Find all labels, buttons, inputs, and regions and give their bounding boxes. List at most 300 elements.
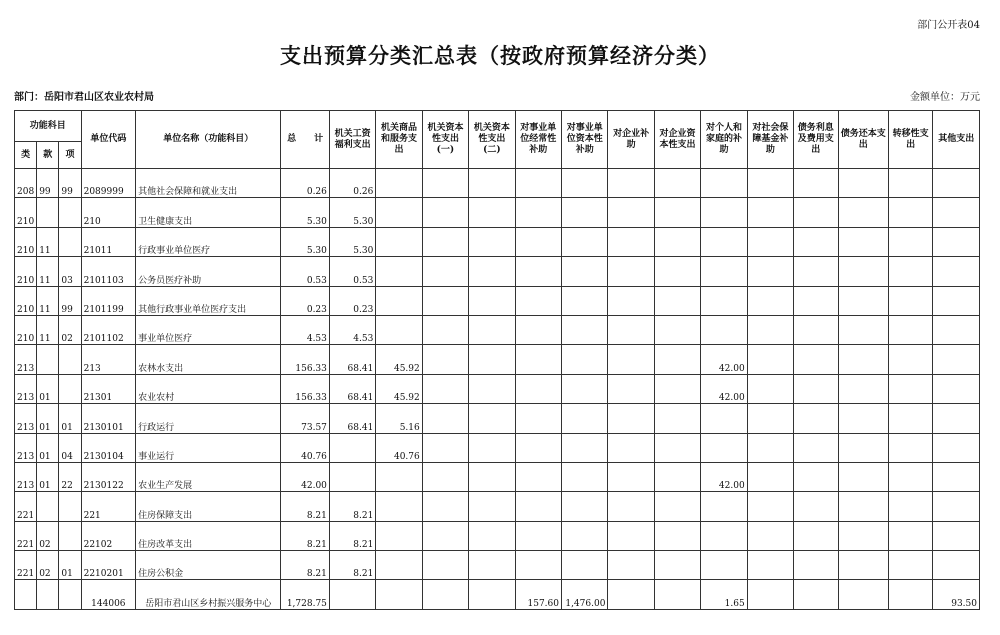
cell-c11 bbox=[794, 374, 838, 403]
cell-total: 40.76 bbox=[281, 433, 329, 462]
cell-total: 8.21 bbox=[281, 521, 329, 550]
cell-c5 bbox=[515, 227, 561, 256]
cell-c13 bbox=[888, 580, 932, 609]
cell-c13 bbox=[888, 286, 932, 315]
page-title: 支出预算分类汇总表（按政府预算经济分类） bbox=[280, 43, 720, 68]
cell-kuan: 11 bbox=[37, 286, 59, 315]
cell-xiang: 03 bbox=[59, 257, 81, 286]
department-label: 部门：岳阳市君山区农业农村局 bbox=[14, 92, 154, 103]
cell-c13 bbox=[888, 551, 932, 580]
cell-c6 bbox=[562, 169, 608, 198]
cell-code: 21301 bbox=[81, 374, 136, 403]
cell-total: 8.21 bbox=[281, 492, 329, 521]
cell-c12 bbox=[838, 315, 888, 344]
cell-lei: 210 bbox=[15, 315, 37, 344]
cell-c9 bbox=[701, 521, 747, 550]
cell-c3 bbox=[422, 374, 468, 403]
cell-c7 bbox=[608, 551, 654, 580]
cell-c11 bbox=[794, 404, 838, 433]
cell-c5 bbox=[515, 286, 561, 315]
cell-c3 bbox=[422, 521, 468, 550]
cell-c6 bbox=[562, 286, 608, 315]
cell-c8 bbox=[654, 492, 700, 521]
cell-lei: 213 bbox=[15, 374, 37, 403]
cell-kuan: 11 bbox=[37, 257, 59, 286]
cell-c5 bbox=[515, 345, 561, 374]
cell-xiang: 22 bbox=[59, 462, 81, 491]
cell-lei: 213 bbox=[15, 404, 37, 433]
cell-c9 bbox=[701, 227, 747, 256]
budget-table bbox=[14, 110, 980, 610]
cell-xiang: 99 bbox=[59, 286, 81, 315]
cell-c13 bbox=[888, 433, 932, 462]
cell-total: 0.23 bbox=[281, 286, 329, 315]
cell-c8 bbox=[654, 315, 700, 344]
cell-c6 bbox=[562, 198, 608, 227]
table-row bbox=[15, 257, 980, 286]
cell-c7 bbox=[608, 257, 654, 286]
cell-c3 bbox=[422, 227, 468, 256]
cell-c11 bbox=[794, 169, 838, 198]
cell-c1: 0.23 bbox=[329, 286, 375, 315]
cell-name: 农业生产发展 bbox=[136, 462, 281, 491]
cell-c14 bbox=[933, 521, 980, 550]
cell-c1 bbox=[329, 433, 375, 462]
table-row bbox=[15, 345, 980, 374]
cell-xiang bbox=[59, 580, 81, 609]
cell-c7 bbox=[608, 580, 654, 609]
table-row bbox=[15, 198, 980, 227]
cell-c10 bbox=[747, 169, 793, 198]
cell-c7 bbox=[608, 198, 654, 227]
cell-total: 0.26 bbox=[281, 169, 329, 198]
cell-kuan: 02 bbox=[37, 521, 59, 550]
cell-c4 bbox=[469, 257, 515, 286]
cell-name: 公务员医疗补助 bbox=[136, 257, 281, 286]
cell-lei: 221 bbox=[15, 492, 37, 521]
cell-xiang bbox=[59, 374, 81, 403]
cell-c5 bbox=[515, 198, 561, 227]
cell-c5 bbox=[515, 257, 561, 286]
cell-code: 144006 bbox=[81, 580, 136, 609]
cell-c8 bbox=[654, 169, 700, 198]
cell-c10 bbox=[747, 492, 793, 521]
cell-c1: 8.21 bbox=[329, 492, 375, 521]
cell-c8 bbox=[654, 198, 700, 227]
cell-c1 bbox=[329, 580, 375, 609]
cell-code: 2130101 bbox=[81, 404, 136, 433]
table-row bbox=[15, 521, 980, 550]
cell-c12 bbox=[838, 580, 888, 609]
cell-c8 bbox=[654, 580, 700, 609]
unit-name-header: 单位名称（功能科目） bbox=[136, 111, 281, 169]
cell-c1: 5.30 bbox=[329, 227, 375, 256]
cell-xiang bbox=[59, 492, 81, 521]
cell-c7 bbox=[608, 374, 654, 403]
cell-c6: 1,476.00 bbox=[562, 580, 608, 609]
cell-total: 1,728.75 bbox=[281, 580, 329, 609]
cell-c11 bbox=[794, 198, 838, 227]
table-row bbox=[15, 315, 980, 344]
cell-code: 2101102 bbox=[81, 315, 136, 344]
cell-c9 bbox=[701, 286, 747, 315]
cell-c7 bbox=[608, 492, 654, 521]
cell-total: 156.33 bbox=[281, 345, 329, 374]
col-header-c9: 对个人和家庭的补助 bbox=[701, 111, 747, 169]
cell-c7 bbox=[608, 345, 654, 374]
cell-c7 bbox=[608, 315, 654, 344]
cell-c4 bbox=[469, 286, 515, 315]
cell-total: 73.57 bbox=[281, 404, 329, 433]
cell-name: 住房保障支出 bbox=[136, 492, 281, 521]
cell-xiang bbox=[59, 227, 81, 256]
cell-c2 bbox=[376, 169, 422, 198]
cell-c4 bbox=[469, 580, 515, 609]
cell-c1: 5.30 bbox=[329, 198, 375, 227]
cell-c7 bbox=[608, 227, 654, 256]
cell-kuan bbox=[37, 198, 59, 227]
cell-kuan: 99 bbox=[37, 169, 59, 198]
cell-name: 事业运行 bbox=[136, 433, 281, 462]
func-subject-header: 功能科目 bbox=[15, 111, 82, 142]
cell-c3 bbox=[422, 286, 468, 315]
cell-name: 岳阳市君山区乡村振兴服务中心 bbox=[136, 580, 281, 609]
cell-lei: 221 bbox=[15, 551, 37, 580]
cell-c13 bbox=[888, 169, 932, 198]
cell-c12 bbox=[838, 551, 888, 580]
col-header-c6: 对事业单位资本性补助 bbox=[562, 111, 608, 169]
cell-c13 bbox=[888, 315, 932, 344]
cell-code: 2210201 bbox=[81, 551, 136, 580]
cell-c14 bbox=[933, 345, 980, 374]
cell-c4 bbox=[469, 521, 515, 550]
cell-c12 bbox=[838, 227, 888, 256]
unit-code-header: 单位代码 bbox=[81, 111, 136, 169]
cell-c7 bbox=[608, 286, 654, 315]
cell-name: 农业农村 bbox=[136, 374, 281, 403]
cell-c11 bbox=[794, 227, 838, 256]
cell-code: 22102 bbox=[81, 521, 136, 550]
lei-header: 类 bbox=[15, 142, 37, 169]
table-row bbox=[15, 580, 980, 609]
cell-lei: 221 bbox=[15, 521, 37, 550]
cell-c4 bbox=[469, 227, 515, 256]
cell-code: 2101199 bbox=[81, 286, 136, 315]
cell-c9: 1.65 bbox=[701, 580, 747, 609]
cell-c4 bbox=[469, 404, 515, 433]
cell-c12 bbox=[838, 345, 888, 374]
cell-c2 bbox=[376, 551, 422, 580]
table-body bbox=[15, 169, 980, 610]
cell-c13 bbox=[888, 345, 932, 374]
cell-c5 bbox=[515, 374, 561, 403]
cell-c4 bbox=[469, 492, 515, 521]
cell-kuan bbox=[37, 345, 59, 374]
cell-xiang: 99 bbox=[59, 169, 81, 198]
cell-c12 bbox=[838, 433, 888, 462]
table-row bbox=[15, 462, 980, 491]
cell-xiang: 02 bbox=[59, 315, 81, 344]
cell-c11 bbox=[794, 345, 838, 374]
cell-c9: 42.00 bbox=[701, 374, 747, 403]
cell-c4 bbox=[469, 169, 515, 198]
col-header-c7: 对企业补助 bbox=[608, 111, 654, 169]
cell-c11 bbox=[794, 580, 838, 609]
cell-c14 bbox=[933, 286, 980, 315]
cell-c2: 5.16 bbox=[376, 404, 422, 433]
cell-c9 bbox=[701, 551, 747, 580]
cell-c11 bbox=[794, 257, 838, 286]
cell-c1: 68.41 bbox=[329, 345, 375, 374]
cell-name: 住房改革支出 bbox=[136, 521, 281, 550]
cell-xiang bbox=[59, 198, 81, 227]
cell-c2 bbox=[376, 198, 422, 227]
cell-c9 bbox=[701, 169, 747, 198]
cell-c1: 4.53 bbox=[329, 315, 375, 344]
cell-c10 bbox=[747, 433, 793, 462]
cell-c8 bbox=[654, 521, 700, 550]
cell-c3 bbox=[422, 257, 468, 286]
cell-name: 其他社会保障和就业支出 bbox=[136, 169, 281, 198]
table-row bbox=[15, 551, 980, 580]
cell-c3 bbox=[422, 315, 468, 344]
form-number: 部门公开表04 bbox=[917, 20, 980, 31]
cell-c14: 93.50 bbox=[933, 580, 980, 609]
cell-c5 bbox=[515, 315, 561, 344]
cell-c2 bbox=[376, 492, 422, 521]
cell-c10 bbox=[747, 521, 793, 550]
cell-c7 bbox=[608, 433, 654, 462]
cell-lei: 210 bbox=[15, 286, 37, 315]
cell-c9 bbox=[701, 257, 747, 286]
cell-c2 bbox=[376, 227, 422, 256]
cell-c2: 40.76 bbox=[376, 433, 422, 462]
cell-xiang bbox=[59, 521, 81, 550]
cell-xiang bbox=[59, 345, 81, 374]
cell-c10 bbox=[747, 345, 793, 374]
cell-c10 bbox=[747, 404, 793, 433]
cell-total: 156.33 bbox=[281, 374, 329, 403]
cell-total: 0.53 bbox=[281, 257, 329, 286]
cell-c1: 0.26 bbox=[329, 169, 375, 198]
cell-c4 bbox=[469, 433, 515, 462]
cell-c9: 42.00 bbox=[701, 462, 747, 491]
cell-c5: 157.60 bbox=[515, 580, 561, 609]
cell-code: 21011 bbox=[81, 227, 136, 256]
cell-lei: 210 bbox=[15, 198, 37, 227]
table-row bbox=[15, 227, 980, 256]
cell-c9 bbox=[701, 315, 747, 344]
cell-kuan bbox=[37, 492, 59, 521]
cell-lei: 213 bbox=[15, 345, 37, 374]
col-header-c10: 对社会保障基金补助 bbox=[747, 111, 793, 169]
cell-c2 bbox=[376, 257, 422, 286]
cell-c13 bbox=[888, 462, 932, 491]
col-header-c3: 机关资本性支出(一) bbox=[422, 111, 468, 169]
cell-c8 bbox=[654, 433, 700, 462]
cell-c8 bbox=[654, 551, 700, 580]
cell-c3 bbox=[422, 198, 468, 227]
cell-c1: 8.21 bbox=[329, 521, 375, 550]
cell-c7 bbox=[608, 169, 654, 198]
cell-c14 bbox=[933, 198, 980, 227]
cell-c11 bbox=[794, 521, 838, 550]
cell-c9 bbox=[701, 492, 747, 521]
cell-code: 2130104 bbox=[81, 433, 136, 462]
cell-c6 bbox=[562, 521, 608, 550]
cell-c10 bbox=[747, 462, 793, 491]
col-header-c4: 机关资本性支出(二) bbox=[469, 111, 515, 169]
cell-lei: 210 bbox=[15, 257, 37, 286]
cell-name: 事业单位医疗 bbox=[136, 315, 281, 344]
cell-c2: 45.92 bbox=[376, 345, 422, 374]
cell-c8 bbox=[654, 286, 700, 315]
cell-c7 bbox=[608, 521, 654, 550]
cell-c6 bbox=[562, 462, 608, 491]
cell-c13 bbox=[888, 257, 932, 286]
cell-c14 bbox=[933, 433, 980, 462]
cell-c8 bbox=[654, 462, 700, 491]
cell-c13 bbox=[888, 198, 932, 227]
cell-c10 bbox=[747, 551, 793, 580]
cell-c12 bbox=[838, 198, 888, 227]
cell-c3 bbox=[422, 551, 468, 580]
cell-xiang: 01 bbox=[59, 551, 81, 580]
col-header-c1: 机关工资福利支出 bbox=[329, 111, 375, 169]
cell-c14 bbox=[933, 492, 980, 521]
cell-kuan bbox=[37, 580, 59, 609]
cell-code: 221 bbox=[81, 492, 136, 521]
col-header-c5: 对事业单位经常性补助 bbox=[515, 111, 561, 169]
cell-xiang: 04 bbox=[59, 433, 81, 462]
cell-c8 bbox=[654, 404, 700, 433]
cell-code: 2130122 bbox=[81, 462, 136, 491]
cell-c12 bbox=[838, 257, 888, 286]
cell-c6 bbox=[562, 257, 608, 286]
cell-lei bbox=[15, 580, 37, 609]
cell-c4 bbox=[469, 551, 515, 580]
cell-c12 bbox=[838, 492, 888, 521]
cell-c14 bbox=[933, 169, 980, 198]
cell-c1 bbox=[329, 462, 375, 491]
cell-c2 bbox=[376, 521, 422, 550]
amount-unit-label: 金额单位：万元 bbox=[910, 92, 980, 103]
col-header-c14: 其他支出 bbox=[933, 111, 980, 169]
cell-c6 bbox=[562, 492, 608, 521]
cell-c14 bbox=[933, 462, 980, 491]
cell-c8 bbox=[654, 374, 700, 403]
cell-kuan: 11 bbox=[37, 315, 59, 344]
cell-c11 bbox=[794, 551, 838, 580]
cell-c8 bbox=[654, 257, 700, 286]
cell-total: 5.30 bbox=[281, 198, 329, 227]
cell-name: 行政事业单位医疗 bbox=[136, 227, 281, 256]
cell-c1: 68.41 bbox=[329, 404, 375, 433]
cell-c4 bbox=[469, 345, 515, 374]
cell-c1: 68.41 bbox=[329, 374, 375, 403]
cell-c7 bbox=[608, 462, 654, 491]
cell-lei: 213 bbox=[15, 462, 37, 491]
cell-c8 bbox=[654, 345, 700, 374]
cell-c13 bbox=[888, 521, 932, 550]
cell-c4 bbox=[469, 462, 515, 491]
xiang-header: 项 bbox=[59, 142, 81, 169]
cell-c12 bbox=[838, 286, 888, 315]
cell-c12 bbox=[838, 374, 888, 403]
cell-c10 bbox=[747, 286, 793, 315]
cell-c11 bbox=[794, 462, 838, 491]
cell-c3 bbox=[422, 345, 468, 374]
cell-name: 其他行政事业单位医疗支出 bbox=[136, 286, 281, 315]
cell-c5 bbox=[515, 462, 561, 491]
cell-c13 bbox=[888, 404, 932, 433]
cell-name: 住房公积金 bbox=[136, 551, 281, 580]
cell-c3 bbox=[422, 433, 468, 462]
cell-c13 bbox=[888, 374, 932, 403]
cell-c12 bbox=[838, 169, 888, 198]
cell-code: 2089999 bbox=[81, 169, 136, 198]
cell-c9 bbox=[701, 198, 747, 227]
cell-c11 bbox=[794, 492, 838, 521]
cell-c10 bbox=[747, 315, 793, 344]
cell-total: 42.00 bbox=[281, 462, 329, 491]
cell-c2 bbox=[376, 580, 422, 609]
cell-c10 bbox=[747, 374, 793, 403]
cell-c13 bbox=[888, 492, 932, 521]
cell-c14 bbox=[933, 374, 980, 403]
cell-c12 bbox=[838, 462, 888, 491]
cell-c2 bbox=[376, 286, 422, 315]
table-row bbox=[15, 404, 980, 433]
cell-c7 bbox=[608, 404, 654, 433]
table-row bbox=[15, 374, 980, 403]
cell-c3 bbox=[422, 492, 468, 521]
cell-c6 bbox=[562, 551, 608, 580]
cell-total: 8.21 bbox=[281, 551, 329, 580]
cell-c4 bbox=[469, 374, 515, 403]
cell-c6 bbox=[562, 345, 608, 374]
cell-c2: 45.92 bbox=[376, 374, 422, 403]
cell-code: 210 bbox=[81, 198, 136, 227]
cell-c13 bbox=[888, 227, 932, 256]
cell-c5 bbox=[515, 404, 561, 433]
cell-c9 bbox=[701, 404, 747, 433]
cell-c10 bbox=[747, 198, 793, 227]
cell-code: 213 bbox=[81, 345, 136, 374]
col-header-c2: 机关商品和服务支出 bbox=[376, 111, 422, 169]
cell-c14 bbox=[933, 404, 980, 433]
cell-lei: 213 bbox=[15, 433, 37, 462]
cell-c6 bbox=[562, 404, 608, 433]
cell-c6 bbox=[562, 374, 608, 403]
cell-total: 5.30 bbox=[281, 227, 329, 256]
cell-c14 bbox=[933, 315, 980, 344]
cell-c8 bbox=[654, 227, 700, 256]
cell-c12 bbox=[838, 521, 888, 550]
cell-c5 bbox=[515, 551, 561, 580]
cell-xiang: 01 bbox=[59, 404, 81, 433]
col-header-c11: 债务利息及费用支出 bbox=[794, 111, 838, 169]
cell-c5 bbox=[515, 521, 561, 550]
table-row bbox=[15, 433, 980, 462]
cell-c10 bbox=[747, 257, 793, 286]
cell-c11 bbox=[794, 433, 838, 462]
cell-c1: 0.53 bbox=[329, 257, 375, 286]
cell-c14 bbox=[933, 551, 980, 580]
cell-kuan: 11 bbox=[37, 227, 59, 256]
cell-c11 bbox=[794, 315, 838, 344]
cell-kuan: 01 bbox=[37, 404, 59, 433]
